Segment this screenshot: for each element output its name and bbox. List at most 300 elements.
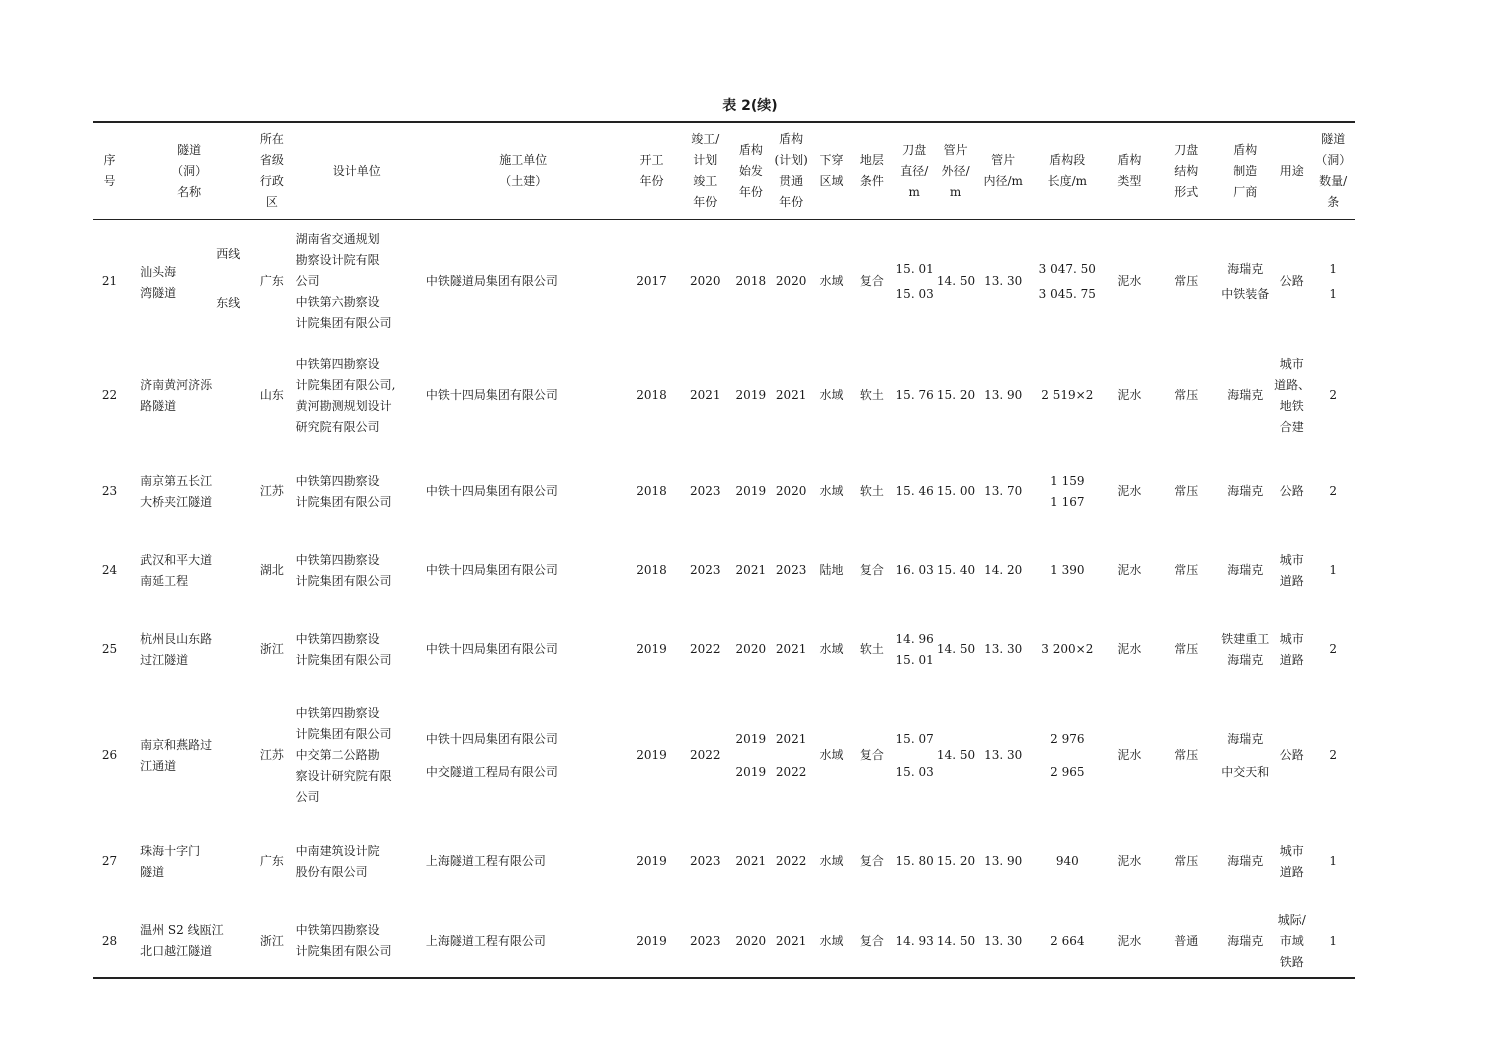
tunnel-name-line: 汕头海 <box>140 264 177 279</box>
column-header-line: 区域 <box>819 174 844 188</box>
table-cell <box>1105 344 1155 448</box>
tunnel-name-line: 南京和燕路过 <box>140 737 213 752</box>
inner-diameter: 13. 30 <box>984 274 1023 289</box>
maker: 海瑞克 <box>1227 388 1264 402</box>
column-header-line: 开工 <box>639 153 664 167</box>
tunnel-line-label: 东线 <box>216 295 241 310</box>
table-cell <box>1030 220 1104 344</box>
design-unit-line: 计院集团有限公司 <box>295 944 392 958</box>
table-cell <box>732 694 769 818</box>
design-unit-line: 计院集团有限公司 <box>295 316 392 331</box>
tunnel-name-line: 南延工程 <box>140 573 189 588</box>
shield-length: 2 519×2 <box>1041 388 1094 402</box>
table-cell <box>813 694 850 818</box>
column-header-line: 盾构 <box>738 142 763 157</box>
inner-diameter: 13. 90 <box>984 388 1023 402</box>
table-cell <box>1311 694 1355 818</box>
province: 广东 <box>259 274 284 289</box>
outer-diameter: 15. 20 <box>936 854 976 868</box>
usage-line: 地铁 <box>1279 398 1304 413</box>
table-cell <box>1154 448 1218 536</box>
crossing-zone: 水域 <box>819 274 844 289</box>
design-unit-line: 计院集团有限公司 <box>295 573 392 588</box>
start-year: 2019 <box>636 933 667 948</box>
builder-line: 中交隧道工程局有限公司 <box>425 764 558 779</box>
finish-year: 2023 <box>690 484 721 498</box>
tunnel-name-line: 珠海十字门 <box>140 843 201 858</box>
table-cell <box>1311 220 1355 344</box>
design-unit-line: 勘察设计院有限 <box>295 253 380 268</box>
table-cell <box>850 220 893 344</box>
tbm-type: 泥水 <box>1117 388 1142 402</box>
cutter-diameter: 15. 80 <box>895 854 934 868</box>
finish-year: 2023 <box>690 563 721 577</box>
table-cell <box>292 694 422 818</box>
column-header-line: 竣工 <box>693 174 718 188</box>
table-cell <box>625 220 679 344</box>
launch-year: 2020 <box>735 642 767 656</box>
tunnel-count: 2 <box>1329 388 1338 402</box>
table-cell <box>769 818 812 906</box>
cutter-type: 常压 <box>1174 748 1199 762</box>
cutter-type: 常压 <box>1174 563 1199 577</box>
column-header-line: 类型 <box>1117 174 1142 188</box>
maker: 海瑞克 <box>1227 854 1264 868</box>
column-header <box>1105 122 1155 220</box>
table-cell <box>1218 536 1272 606</box>
table-cell <box>93 448 126 536</box>
maker: 海瑞克 <box>1227 731 1264 746</box>
table-cell <box>422 606 625 694</box>
table-cell <box>935 344 976 448</box>
table-cell <box>1311 906 1355 978</box>
finish-year: 2020 <box>690 274 721 289</box>
table-cell <box>126 448 252 536</box>
tunnel-line-label: 西线 <box>216 246 241 261</box>
row-number: 28 <box>101 933 118 948</box>
column-header-line: 长度/m <box>1047 174 1088 188</box>
table-cell <box>422 448 625 536</box>
province: 山东 <box>259 388 284 402</box>
shield-length: 3 047. 50 <box>1038 261 1096 276</box>
table-cell <box>894 694 935 818</box>
table-cell <box>292 220 422 344</box>
column-header <box>1154 122 1218 220</box>
usage-line: 城市 <box>1279 631 1304 646</box>
breakthrough-year: 2022 <box>775 764 807 779</box>
maker: 海瑞克 <box>1227 563 1264 577</box>
design-unit-line: 中铁第四勘察设 <box>295 356 380 371</box>
column-header-line: 年份 <box>639 174 664 188</box>
breakthrough-year: 2021 <box>775 933 807 948</box>
table-cell <box>1311 606 1355 694</box>
start-year: 2019 <box>636 748 667 762</box>
table-cell <box>732 906 769 978</box>
table-cell <box>769 448 812 536</box>
breakthrough-year: 2021 <box>775 388 807 402</box>
column-header-line: 行政 <box>259 174 284 188</box>
column-header-line: m <box>949 184 962 199</box>
column-header <box>935 122 976 220</box>
column-header-line: 所在 <box>259 132 284 146</box>
column-header <box>769 122 812 220</box>
column-header-line: 直径/ <box>900 163 929 178</box>
column-header <box>422 122 625 220</box>
builder-line: 中铁十四局集团有限公司 <box>425 642 558 656</box>
design-unit-line: 中南建筑设计院 <box>295 843 380 858</box>
cutter-diameter: 15. 03 <box>895 764 934 779</box>
finish-year: 2021 <box>690 388 721 402</box>
table-cell <box>976 606 1030 694</box>
row-number: 22 <box>101 388 118 402</box>
tbm-type: 泥水 <box>1117 563 1142 577</box>
table-cell <box>976 344 1030 448</box>
table-cell <box>625 694 679 818</box>
column-header-line: 设计单位 <box>332 163 381 178</box>
row-number: 23 <box>101 484 118 498</box>
column-header <box>894 122 935 220</box>
shield-length: 940 <box>1055 854 1079 868</box>
table-cell <box>422 694 625 818</box>
table-cell <box>93 906 126 978</box>
row-number: 26 <box>101 748 118 762</box>
tbm-type: 泥水 <box>1117 642 1142 656</box>
column-header-line: (计划) <box>774 153 808 167</box>
builder-line: 中铁十四局集团有限公司 <box>425 563 558 577</box>
table-cell <box>769 220 812 344</box>
column-header-line: 地层 <box>859 153 884 167</box>
column-header-line: 外径/ <box>941 163 970 178</box>
column-header <box>126 122 252 220</box>
column-header <box>93 122 126 220</box>
table-cell <box>625 448 679 536</box>
table-cell <box>976 906 1030 978</box>
column-header <box>1311 122 1355 220</box>
column-header-line: 形式 <box>1174 184 1199 199</box>
column-header <box>678 122 732 220</box>
table-cell <box>813 818 850 906</box>
column-header <box>625 122 679 220</box>
column-header-line: 数量/ <box>1319 174 1348 188</box>
maker: 铁建重工 <box>1221 631 1270 646</box>
maker: 中铁装备 <box>1221 286 1270 301</box>
cutter-type: 常压 <box>1174 484 1199 498</box>
column-header-line: 用途 <box>1279 163 1304 178</box>
table-cell <box>894 344 935 448</box>
table-cell <box>1272 906 1311 978</box>
table-cell <box>769 606 812 694</box>
table-cell <box>1105 906 1155 978</box>
cutter-type: 常压 <box>1174 854 1199 868</box>
table-cell <box>252 448 291 536</box>
table-row <box>93 818 1355 906</box>
outer-diameter: 15. 40 <box>936 563 976 577</box>
table-cell <box>678 220 732 344</box>
cutter-diameter: 15. 03 <box>895 286 934 301</box>
table-cell <box>1030 344 1104 448</box>
column-header-line: 内径/m <box>983 174 1023 188</box>
stratum: 软土 <box>859 642 884 656</box>
usage-line: 公路 <box>1279 274 1304 289</box>
inner-diameter: 13. 30 <box>984 748 1023 762</box>
table-cell <box>1218 906 1272 978</box>
tunnel-name-line: 隧道 <box>140 864 165 879</box>
table-cell <box>813 536 850 606</box>
cutter-diameter: 16. 03 <box>895 563 934 577</box>
table-cell <box>126 818 252 906</box>
cutter-type: 普通 <box>1174 933 1199 948</box>
breakthrough-year: 2022 <box>775 854 807 868</box>
usage-line: 公路 <box>1279 484 1304 498</box>
inner-diameter: 13. 70 <box>984 484 1023 498</box>
column-header <box>1272 122 1311 220</box>
province: 浙江 <box>259 642 284 656</box>
table-cell <box>813 448 850 536</box>
table-cell <box>1154 818 1218 906</box>
table-cell <box>935 694 976 818</box>
cutter-diameter: 14. 96 <box>895 631 934 646</box>
column-header-line: 盾构段 <box>1049 153 1086 167</box>
crossing-zone: 水域 <box>819 748 844 762</box>
tbm-type: 泥水 <box>1117 484 1142 498</box>
tunnel-table <box>93 121 1355 979</box>
column-header-line: 始发 <box>738 163 763 178</box>
launch-year: 2019 <box>735 731 767 746</box>
table-cell <box>1272 344 1311 448</box>
table-cell <box>769 906 812 978</box>
usage-line: 铁路 <box>1279 954 1304 969</box>
inner-diameter: 14. 20 <box>984 563 1023 577</box>
breakthrough-year: 2021 <box>775 731 807 746</box>
design-unit-line: 股份有限公司 <box>295 864 368 879</box>
cutter-diameter: 15. 76 <box>895 388 934 402</box>
table-cell <box>850 906 893 978</box>
shield-length: 2 976 <box>1050 731 1085 746</box>
table-row <box>93 536 1355 606</box>
table-cell <box>1105 606 1155 694</box>
table-cell <box>126 694 252 818</box>
tunnel-name-line: 武汉和平大道 <box>140 552 213 567</box>
province: 江苏 <box>259 748 284 762</box>
design-unit-line: 计院集团有限公司 <box>295 652 392 667</box>
design-unit-line: 中铁第四勘察设 <box>295 473 380 488</box>
table-cell <box>93 344 126 448</box>
launch-year: 2021 <box>735 563 767 577</box>
province: 江苏 <box>259 484 284 498</box>
table-cell <box>292 606 422 694</box>
table-cell <box>1030 448 1104 536</box>
design-unit-line: 湖南省交通规划 <box>295 232 380 247</box>
table-cell <box>1272 606 1311 694</box>
finish-year: 2022 <box>690 748 721 762</box>
stratum: 复合 <box>859 854 884 868</box>
table-row <box>93 448 1355 536</box>
table-cell <box>732 220 769 344</box>
outer-diameter: 15. 00 <box>936 484 976 498</box>
usage-line: 城市 <box>1279 552 1304 567</box>
shield-length: 1 167 <box>1050 494 1085 509</box>
table-cell <box>1272 536 1311 606</box>
table-cell <box>1218 448 1272 536</box>
shield-length: 2 664 <box>1050 933 1085 948</box>
cutter-diameter: 15. 07 <box>895 731 934 746</box>
design-unit-line: 中铁第六勘察设 <box>295 295 380 310</box>
cutter-type: 常压 <box>1174 388 1199 402</box>
usage-line: 道路、 <box>1274 377 1311 392</box>
column-header-line: （洞） <box>1315 153 1352 167</box>
table-cell <box>1272 694 1311 818</box>
table-cell <box>126 606 252 694</box>
column-header-line: 盾构 <box>779 132 804 146</box>
table-cell <box>894 448 935 536</box>
table-cell <box>1154 694 1218 818</box>
table-cell <box>1154 536 1218 606</box>
table-cell <box>850 448 893 536</box>
cutter-diameter: 14. 93 <box>895 933 934 948</box>
column-header-line: 年份 <box>779 195 804 209</box>
design-unit-line: 中交第二公路勘 <box>295 748 380 762</box>
table-caption: 表 2(续) <box>722 98 778 114</box>
column-header-line: 区 <box>265 195 278 209</box>
finish-year: 2023 <box>690 854 721 868</box>
launch-year: 2019 <box>735 484 767 498</box>
breakthrough-year: 2023 <box>775 563 807 577</box>
outer-diameter: 15. 20 <box>936 388 976 402</box>
start-year: 2018 <box>636 484 667 498</box>
design-unit-line: 研究院有限公司 <box>295 419 380 434</box>
province: 广东 <box>259 854 284 868</box>
province: 湖北 <box>259 563 284 577</box>
design-unit-line: 计院集团有限公司 <box>295 494 392 509</box>
table-cell <box>625 536 679 606</box>
start-year: 2018 <box>636 388 667 402</box>
table-cell <box>1030 694 1104 818</box>
tunnel-name-line: 温州 S2 线瓯江 <box>140 923 224 937</box>
design-unit-line: 公司 <box>295 790 320 804</box>
table-cell <box>1218 694 1272 818</box>
crossing-zone: 陆地 <box>819 563 844 577</box>
table-cell <box>1154 906 1218 978</box>
maker: 海瑞克 <box>1227 484 1264 498</box>
table-cell <box>732 606 769 694</box>
table-cell <box>1218 818 1272 906</box>
header-row <box>93 122 1355 220</box>
table-cell <box>894 536 935 606</box>
table-cell <box>894 906 935 978</box>
design-unit-line: 黄河勘测规划设计 <box>295 398 392 413</box>
column-header-line: 管片 <box>943 142 968 157</box>
table-cell <box>678 694 732 818</box>
column-header-line: 名称 <box>177 184 202 199</box>
shield-length: 3 200×2 <box>1041 642 1094 656</box>
table-cell <box>813 906 850 978</box>
inner-diameter: 13. 30 <box>984 933 1023 948</box>
column-header <box>1218 122 1272 220</box>
table-cell <box>976 448 1030 536</box>
table-cell <box>1154 220 1218 344</box>
table-cell <box>1154 344 1218 448</box>
tunnel-count: 2 <box>1329 484 1338 498</box>
table-cell <box>935 818 976 906</box>
stratum: 复合 <box>859 274 884 289</box>
table-row <box>93 906 1355 978</box>
table-cell <box>813 220 850 344</box>
column-header-line: （洞） <box>171 163 208 178</box>
row-number: 25 <box>101 642 118 656</box>
outer-diameter: 14. 50 <box>936 642 976 656</box>
row-number: 21 <box>101 274 118 289</box>
column-header-line: 制造 <box>1233 163 1258 178</box>
column-header-line: 条件 <box>859 174 884 188</box>
column-header-line: 计划 <box>693 153 718 167</box>
table-cell <box>1105 694 1155 818</box>
tunnel-name-line: 大桥夹江隧道 <box>140 494 213 509</box>
tbm-type: 泥水 <box>1117 748 1142 762</box>
table-cell <box>93 694 126 818</box>
table-cell <box>93 220 126 344</box>
column-header-line: 条 <box>1327 195 1340 209</box>
column-header-line: 年份 <box>693 195 718 209</box>
shield-length: 3 045. 75 <box>1038 286 1096 301</box>
column-header-line: 下穿 <box>819 153 844 167</box>
table-cell <box>813 344 850 448</box>
table-cell <box>1311 448 1355 536</box>
table-cell <box>625 818 679 906</box>
tunnel-name-line: 过江隧道 <box>140 652 189 667</box>
column-header-line: 竣工/ <box>691 132 720 146</box>
tunnel-count: 2 <box>1329 748 1338 762</box>
table-cell <box>252 606 291 694</box>
table-cell <box>1030 606 1104 694</box>
tunnel-name-line: 杭州艮山东路 <box>140 631 213 646</box>
table-cell <box>769 344 812 448</box>
crossing-zone: 水域 <box>819 642 844 656</box>
column-header-line: 施工单位 <box>499 153 548 167</box>
table-cell <box>625 906 679 978</box>
table-cell <box>1311 818 1355 906</box>
launch-year: 2018 <box>735 274 767 289</box>
table-cell <box>1030 906 1104 978</box>
table-cell <box>126 220 252 344</box>
builder-line: 中铁十四局集团有限公司 <box>425 484 558 498</box>
usage-line: 城市 <box>1279 843 1304 858</box>
table-cell <box>422 818 625 906</box>
table-cell <box>1218 606 1272 694</box>
table-cell <box>678 344 732 448</box>
tunnel-count: 1 <box>1329 854 1338 868</box>
table-cell <box>422 906 625 978</box>
cutter-diameter: 15. 01 <box>895 261 934 276</box>
table-cell <box>292 344 422 448</box>
table-cell <box>850 606 893 694</box>
inner-diameter: 13. 30 <box>984 642 1023 656</box>
table-cell <box>422 220 625 344</box>
shield-length: 1 390 <box>1050 563 1085 577</box>
table-cell <box>732 344 769 448</box>
design-unit-line: 中铁第四勘察设 <box>295 552 380 567</box>
tunnel-count: 1 <box>1329 933 1338 948</box>
column-header-line: 号 <box>103 174 116 188</box>
design-unit-line: 中铁第四勘察设 <box>295 923 380 937</box>
table-cell <box>894 818 935 906</box>
table-cell <box>93 536 126 606</box>
table-cell <box>850 818 893 906</box>
column-header-line: 盾构 <box>1233 142 1258 157</box>
column-header-line: （土建） <box>499 174 548 188</box>
usage-line: 道路 <box>1279 864 1304 879</box>
table-cell <box>292 818 422 906</box>
outer-diameter: 14. 50 <box>936 933 976 948</box>
